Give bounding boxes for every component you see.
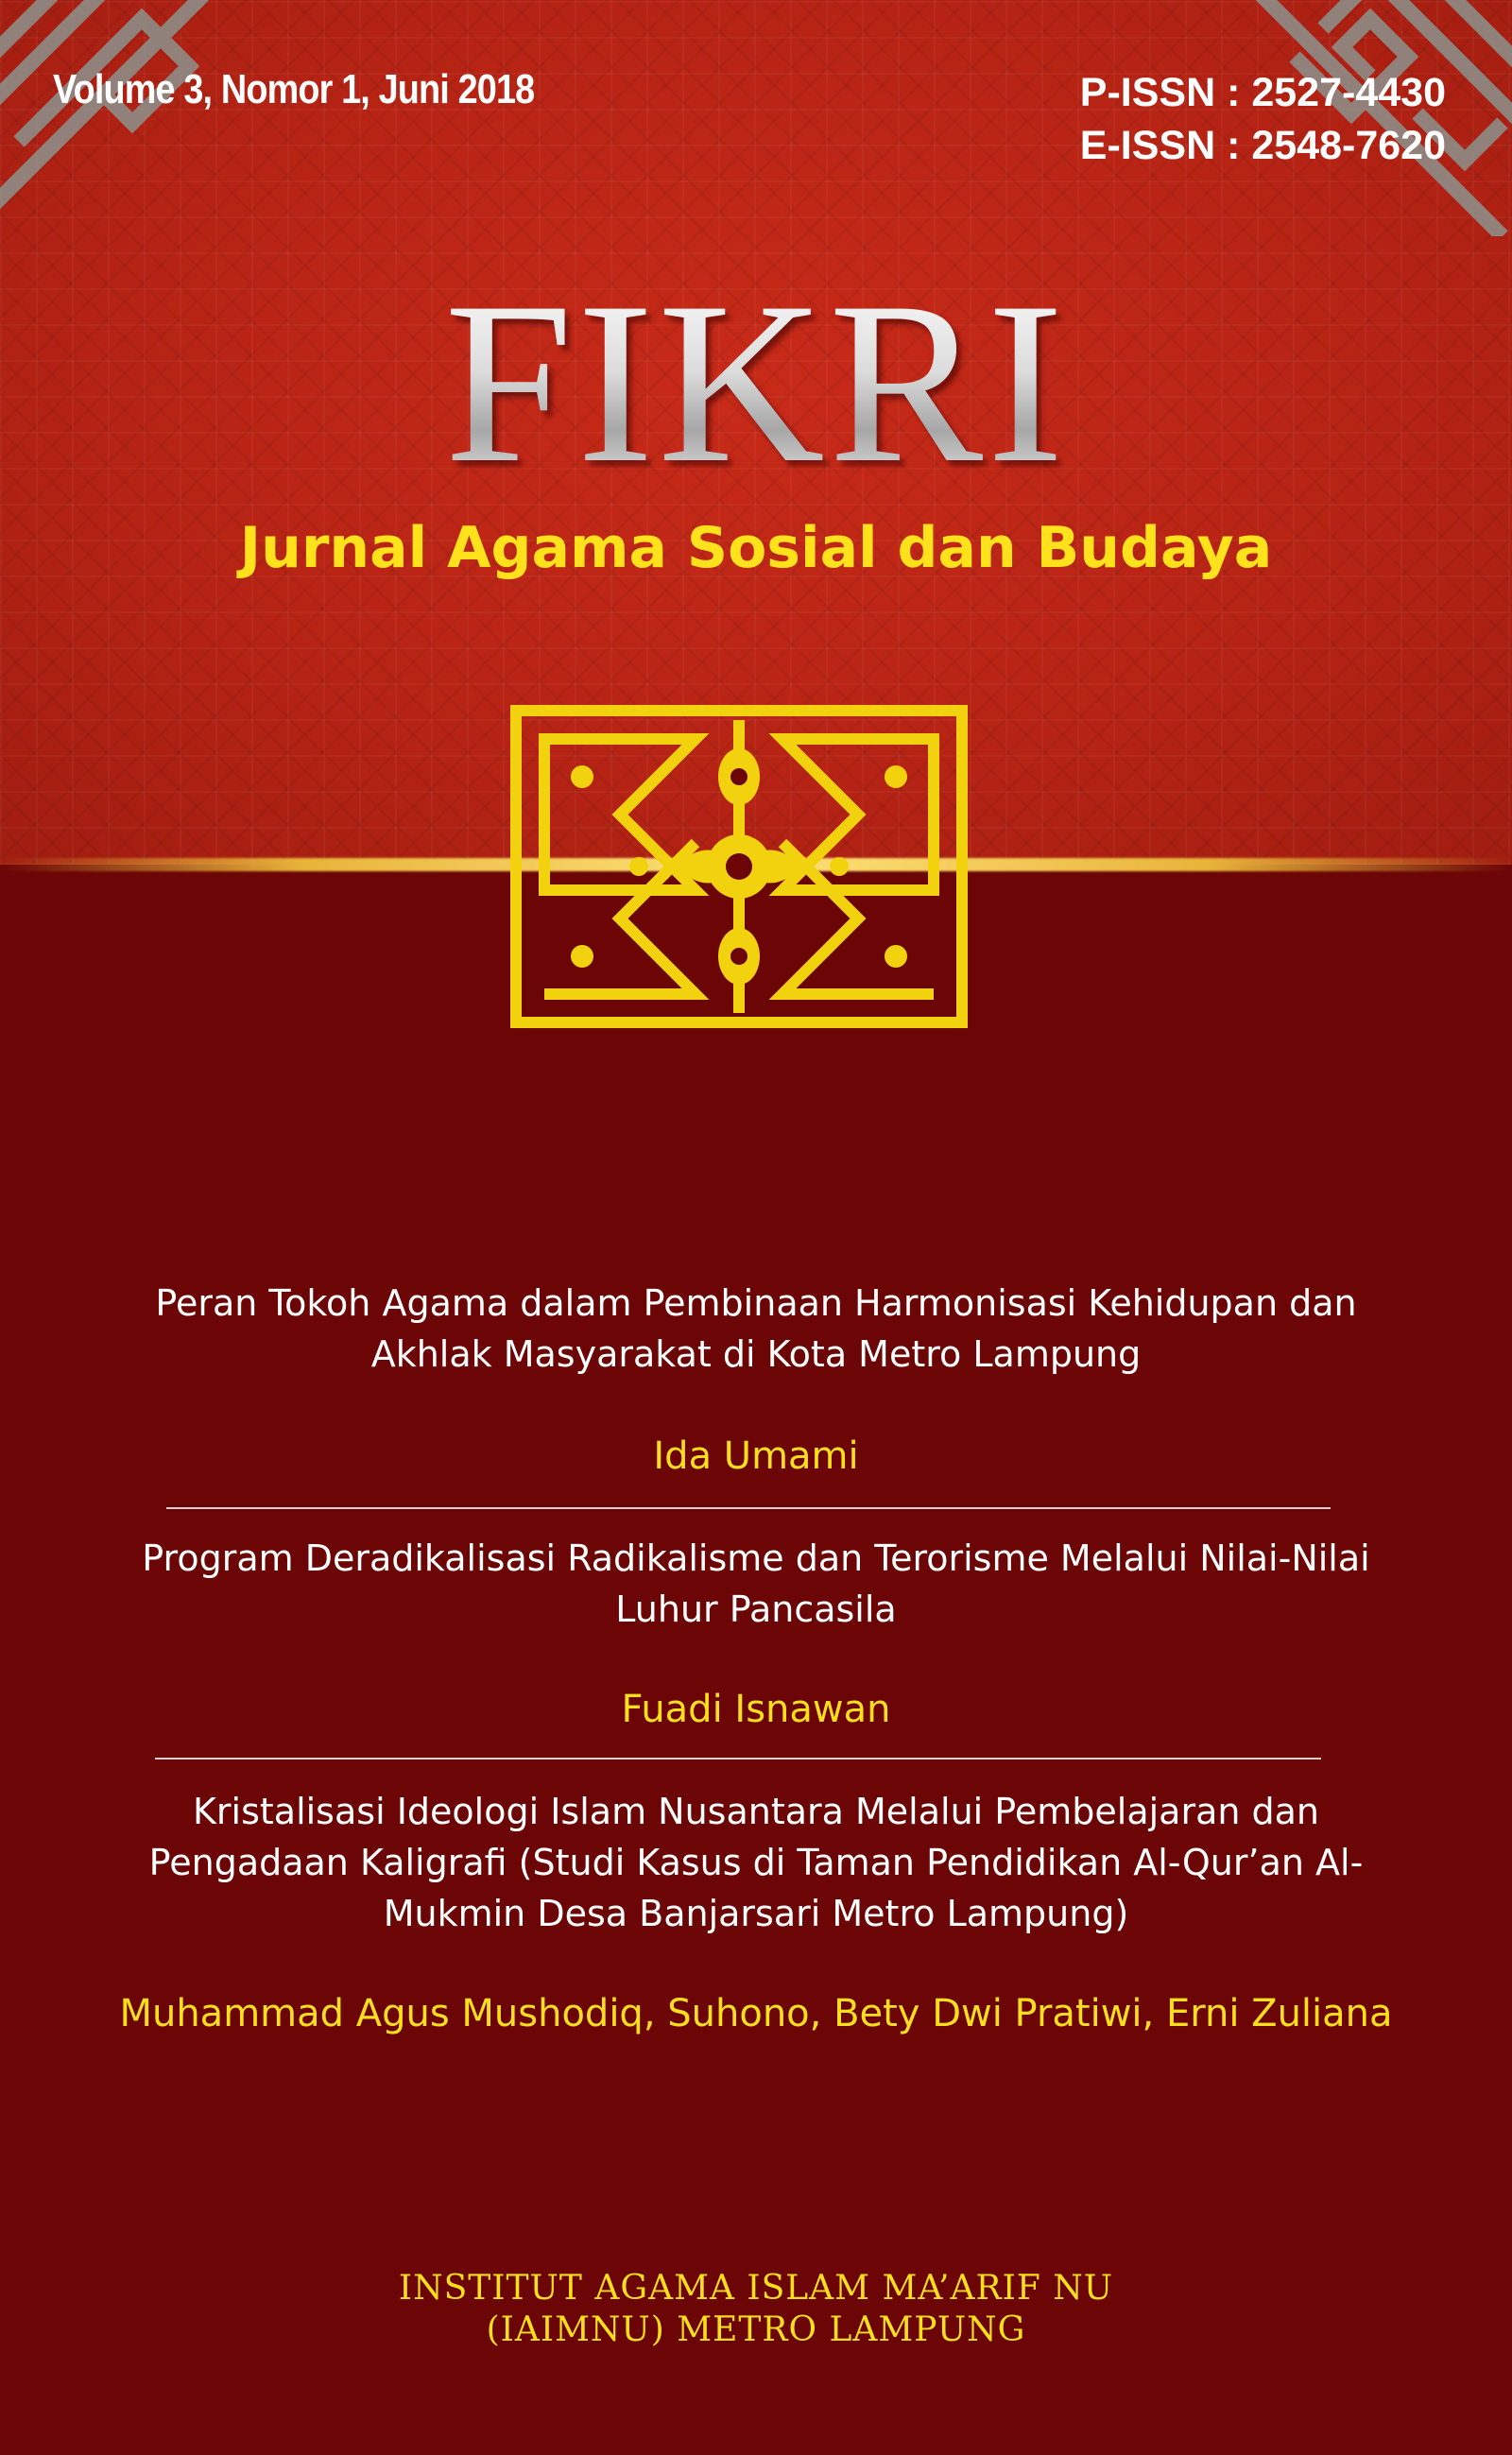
article-title: Kristalisasi Ideologi Islam Nusantara Melalui Pembelajaran dan Pengadaan Kaligrafi (Studi Kasus di Taman Pendidikan Al-Qur’an Al- Mukmin Desa Banjarsari Metro Lampung) xyxy=(148,1791,1364,1934)
e-issn: E-ISSN : 2548-7620 xyxy=(1079,123,1446,168)
article-entry xyxy=(0,1278,1512,1380)
journal-subtitle: Jurnal Agama Sosial dan Budaya xyxy=(239,515,1273,581)
article-title: Program Deradikalisasi Radikalisme dan Terorisme Melalui Nilai-Nilai Luhur Pancasila xyxy=(142,1537,1370,1630)
article-entry xyxy=(0,1786,1512,1939)
volume-info: Volume 3, Nomor 1, Juni 2018 xyxy=(53,66,535,112)
article-authors: Fuadi Isnawan xyxy=(621,1688,891,1731)
p-issn: P-ISSN : 2527-4430 xyxy=(1079,70,1446,115)
article-authors: Muhammad Agus Mushodiq, Suhono, Bety Dwi Pratiwi, Erni Zuliana xyxy=(119,1992,1393,2035)
article-divider xyxy=(166,1507,1331,1509)
bottom-maroon-band xyxy=(0,865,1512,2455)
article-entry xyxy=(0,1533,1512,1635)
ornamental-emblem-icon xyxy=(507,701,971,1032)
issn-block xyxy=(1080,66,1446,172)
article-divider xyxy=(155,1758,1321,1760)
institution-name: INSTITUT AGAMA ISLAM MA’ARIF NU (IAIMNU) METRO LAMPUNG xyxy=(398,2269,1114,2349)
article-authors: Ida Umami xyxy=(653,1434,859,1478)
article-title: Peran Tokoh Agama dalam Pembinaan Harmonisasi Kehidupan dan Akhlak Masyarakat di Kota Metro Lampung xyxy=(155,1282,1357,1375)
journal-title: FIKRI xyxy=(0,265,1512,501)
